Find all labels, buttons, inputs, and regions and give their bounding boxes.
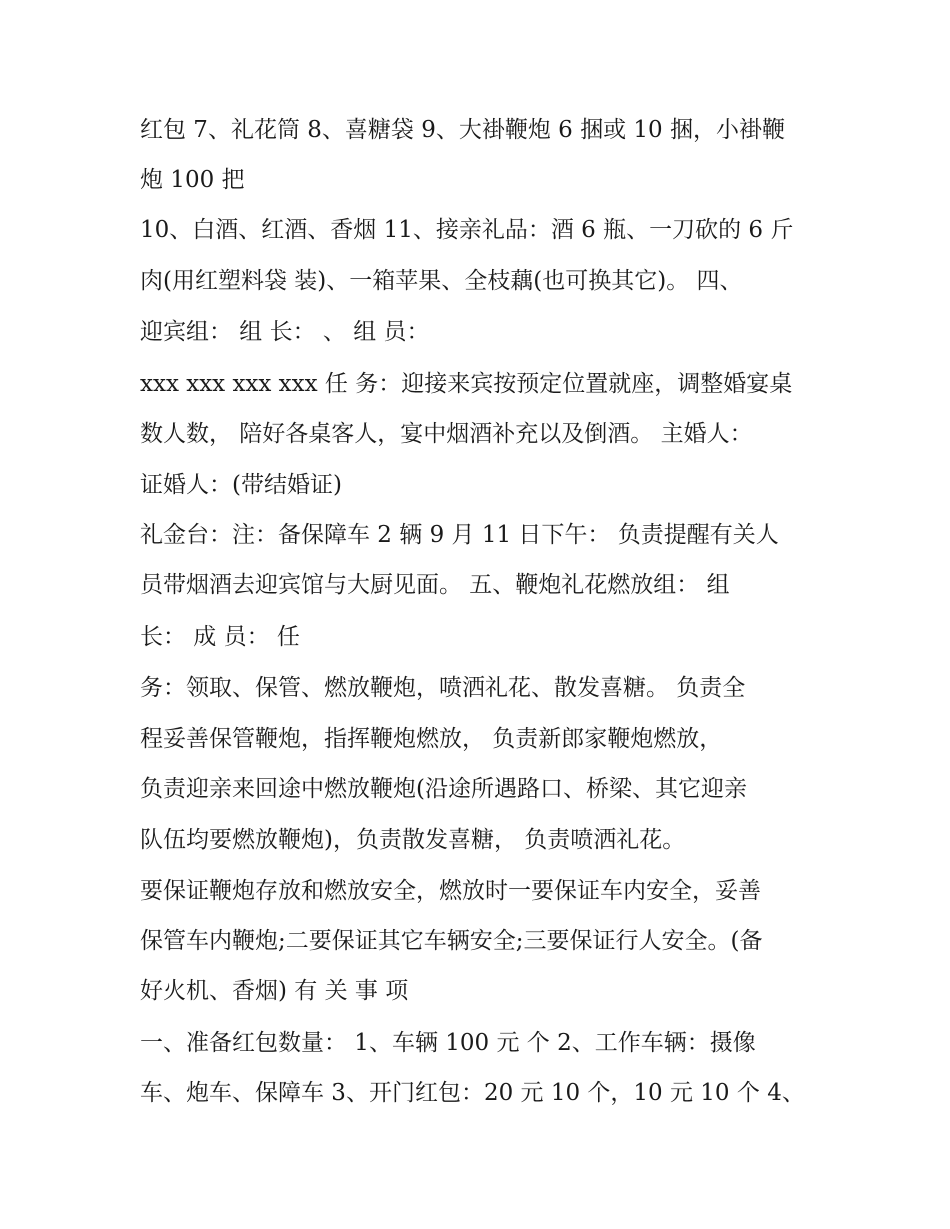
- text-line: 红包 7、礼花筒 8、喜糖袋 9、大褂鞭炮 6 捆或 10 捆，小褂鞭: [140, 117, 785, 143]
- text-line: 迎宾组： 组 长： 、 组 员：: [140, 319, 430, 345]
- text-line: 队伍均要燃放鞭炮)，负责散发喜糖， 负责喷洒礼花。: [140, 827, 686, 853]
- text-line: 车、炮车、保障车 3、开门红包：20 元 10 个，10 元 10 个 4、: [140, 1080, 805, 1106]
- text-line: 务：领取、保管、燃放鞭炮，喷洒礼花、散发喜糖。 负责全: [140, 675, 746, 701]
- text-line: 证婚人：(带结婚证): [140, 472, 342, 498]
- text-line: 一、准备红包数量： 1、车辆 100 元 个 2、工作车辆：摄像: [140, 1030, 756, 1056]
- text-line: 数人数， 陪好各桌客人，宴中烟酒补充以及倒酒。 主婚人：: [140, 421, 753, 447]
- text-line: 肉(用红塑料袋 装)、一箱苹果、全枝藕(也可换其它)。 四、: [140, 268, 743, 294]
- text-line: 要保证鞭炮存放和燃放安全，燃放时一要保证车内安全，妥善: [140, 878, 761, 904]
- text-line: 10、白酒、红酒、香烟 11、接亲礼品：酒 6 瓶、一刀砍的 6 斤: [140, 217, 794, 243]
- text-line: 保管车内鞭炮;二要保证其它车辆安全;三要保证行人安全。(备: [140, 928, 763, 954]
- text-line: 炮 100 把: [140, 167, 245, 193]
- text-line: 负责迎亲来回途中燃放鞭炮(沿途所遇路口、桥梁、其它迎亲: [140, 776, 747, 802]
- text-line: 员带烟酒去迎宾馆与大厨见面。 五、鞭炮礼花燃放组： 组: [140, 572, 730, 598]
- text-line: xxx xxx xxx xxx 任 务：迎接来宾按预定位置就座，调整婚宴桌: [140, 371, 793, 397]
- text-line: 程妥善保管鞭炮，指挥鞭炮燃放， 负责新郎家鞭炮燃放，: [140, 726, 723, 752]
- text-line: 长： 成 员： 任: [140, 624, 300, 650]
- text-line: 好火机、香烟) 有 关 事 项: [140, 978, 409, 1004]
- text-line: 礼金台：注：备保障车 2 辆 9 月 11 日下午： 负责提醒有关人: [140, 522, 779, 548]
